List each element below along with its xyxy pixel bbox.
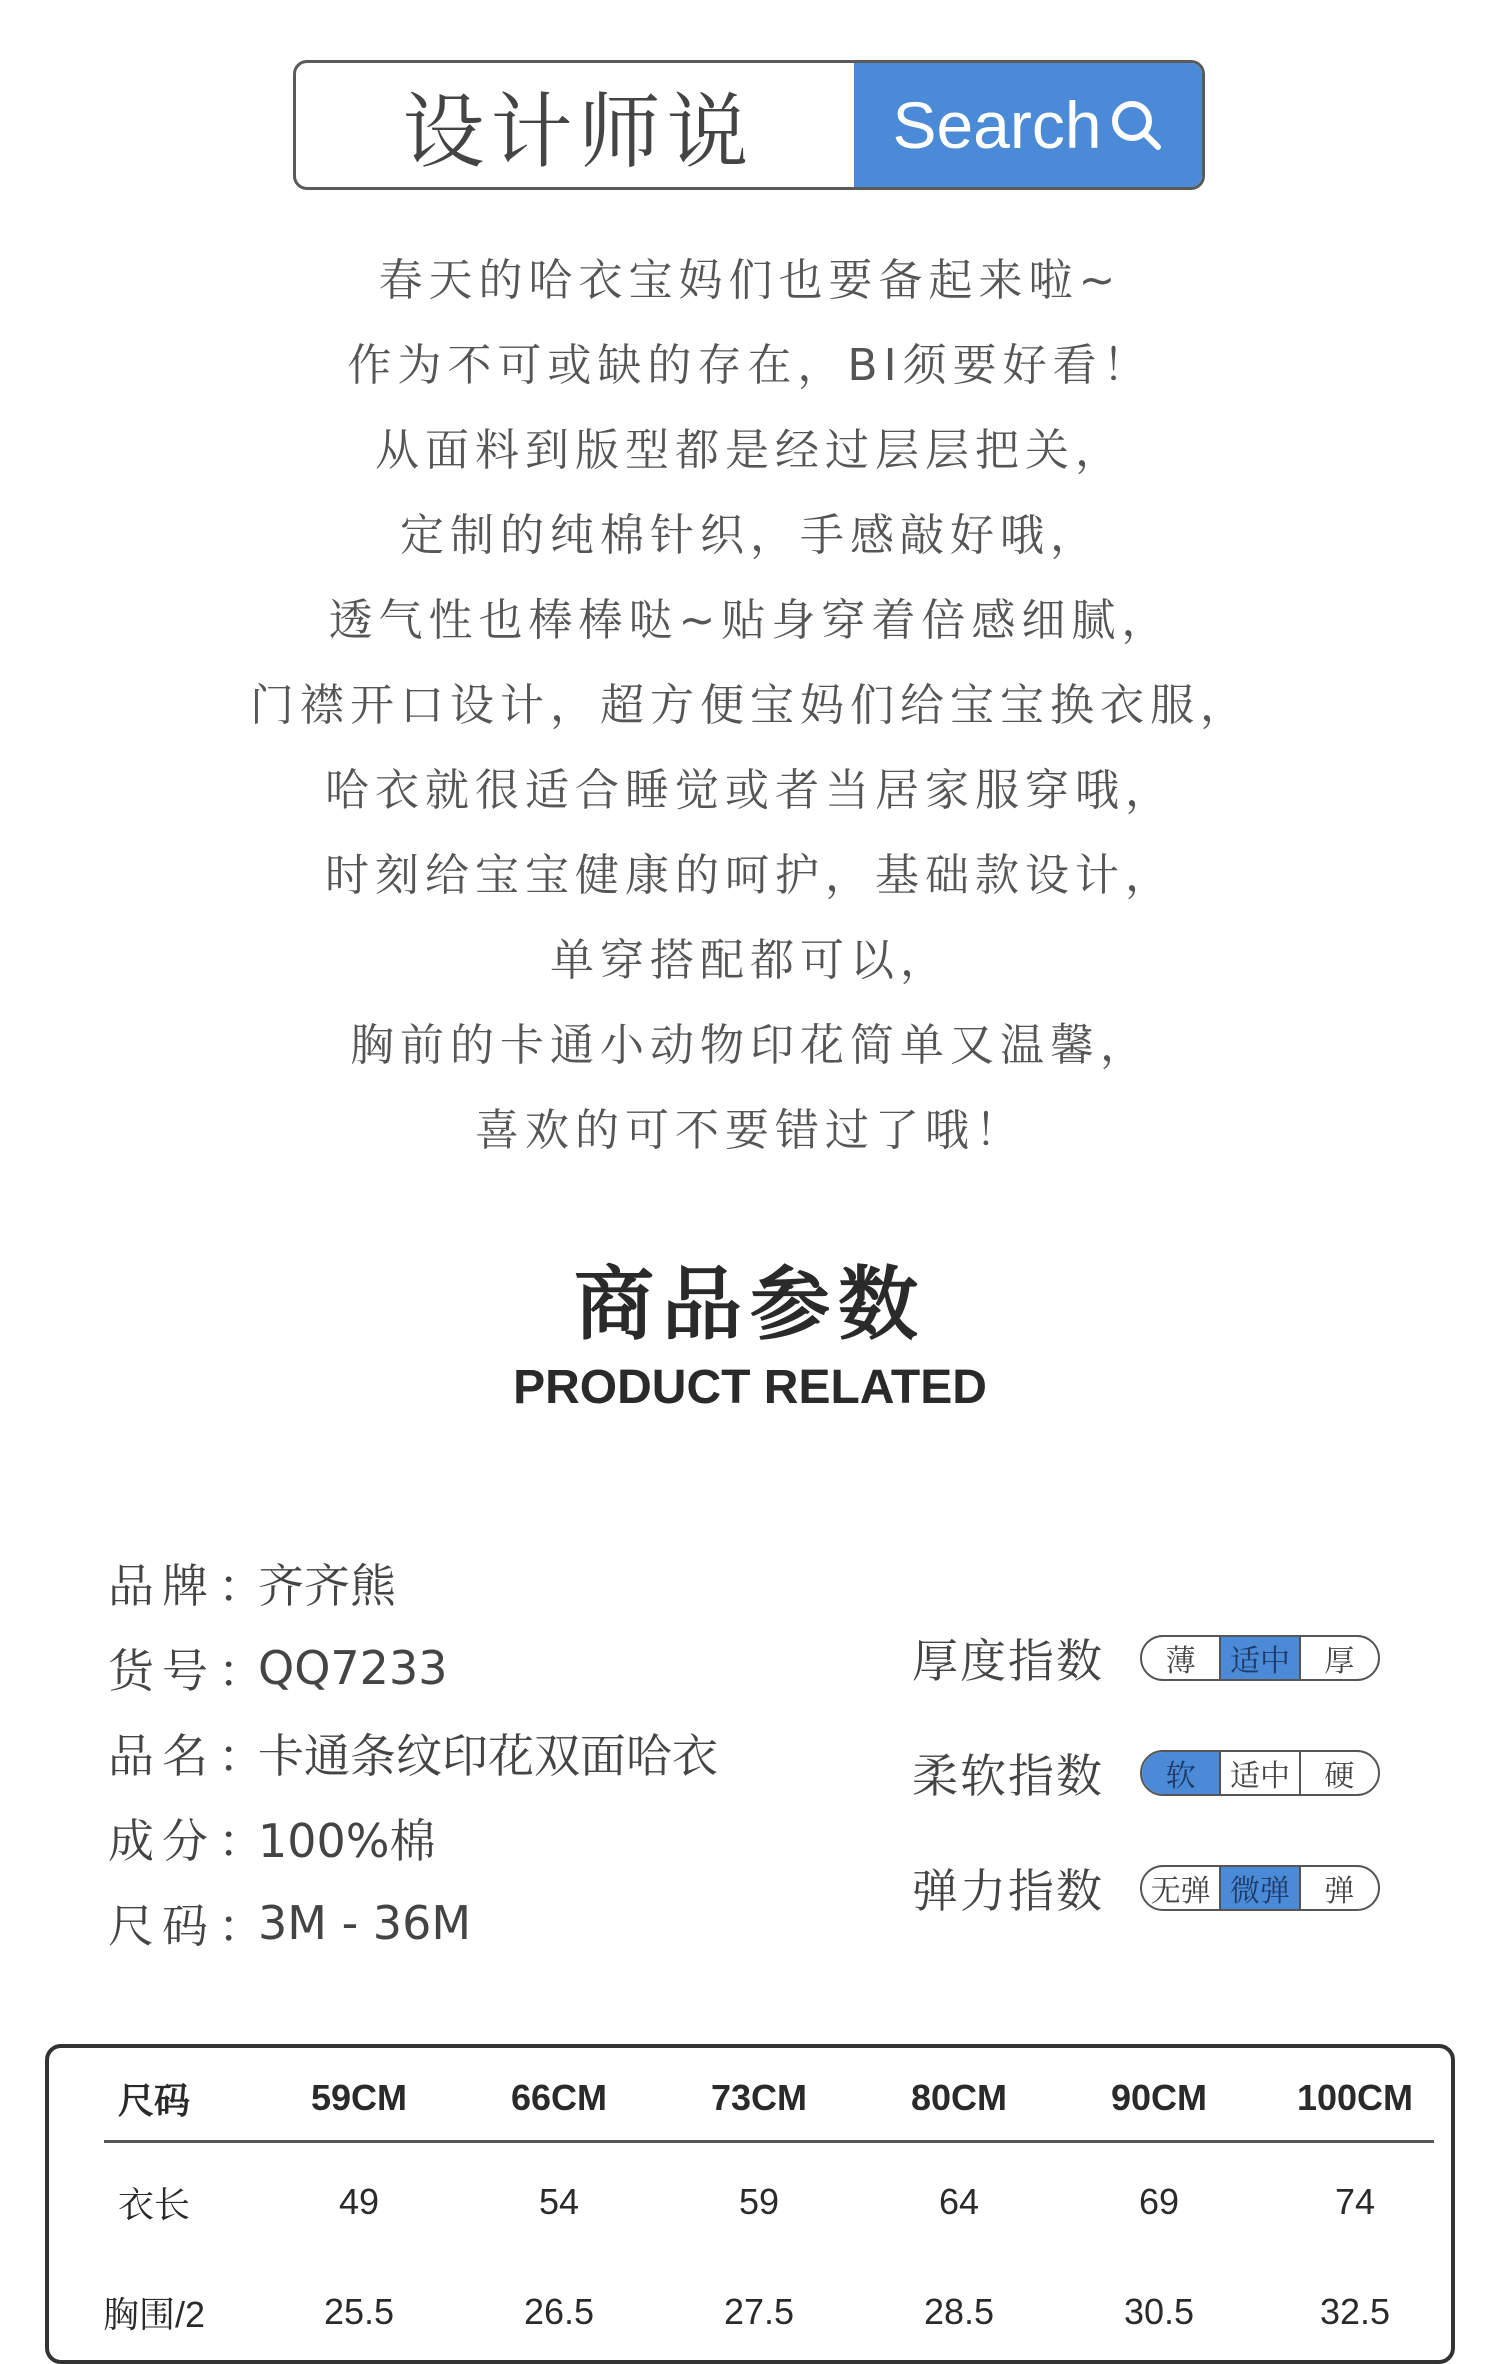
search-bar[interactable] [293, 60, 1205, 190]
spec-key-char: 牌 [162, 1558, 208, 1613]
size-table [45, 2044, 1455, 2364]
spec-key-char: 品 [108, 1728, 154, 1783]
spec-key-char: 号 [162, 1643, 208, 1698]
table-header-cell: 59CM [310, 2077, 408, 2118]
search-button[interactable] [854, 63, 1202, 187]
table-header-row [49, 2066, 1451, 2130]
scale-option: 硬 [1324, 1758, 1355, 1794]
table-header-cell: 尺码 [117, 2079, 190, 2121]
description-line: 时刻给宝宝健康的呵护，基础款设计， [325, 850, 1175, 901]
spec-key-char: 品 [108, 1558, 154, 1613]
section-subtitle: PRODUCT RELATED [513, 1361, 987, 1414]
spec-row-item-no [108, 1625, 718, 1710]
spec-key-char: 名 [162, 1728, 208, 1783]
description-line: 作为不可或缺的存在，BI须要好看！ [347, 340, 1153, 391]
spec-row-name [108, 1710, 718, 1795]
table-cell: 49 [338, 2181, 380, 2222]
table-cell: 69 [1138, 2181, 1180, 2222]
softness-scale [1140, 1750, 1380, 1796]
spec-colon: ： [218, 1898, 264, 1953]
table-cell: 64 [938, 2181, 980, 2222]
table-header-cell: 73CM [710, 2077, 808, 2118]
search-icon [1108, 97, 1164, 153]
scale-option: 软 [1142, 1752, 1221, 1794]
table-header-cell: 100CM [1296, 2077, 1414, 2118]
description-line: 透气性也棒棒哒~贴身穿着倍感细腻， [328, 595, 1172, 646]
scale-option: 薄 [1142, 1637, 1221, 1679]
spec-key-char: 码 [162, 1898, 208, 1953]
product-indices [912, 1600, 1380, 1945]
spec-key [108, 1805, 208, 1871]
softness-index [912, 1715, 1380, 1830]
spec-colon: ： [218, 1643, 264, 1698]
description-line: 胸前的卡通小动物印花简单又温馨， [350, 1020, 1150, 1071]
description-line: 哈衣就很适合睡觉或者当居家服穿哦， [325, 765, 1175, 816]
table-row [49, 2170, 1451, 2234]
scale-option: 无弹 [1142, 1867, 1221, 1909]
table-row [49, 2280, 1451, 2344]
spec-key-char: 货 [108, 1643, 154, 1698]
spec-key [108, 1720, 208, 1786]
table-cell: 胸围/2 [102, 2293, 206, 2335]
scale-option: 适中 [1221, 1752, 1300, 1794]
table-header-cell: 80CM [910, 2077, 1008, 2118]
spec-key [108, 1550, 208, 1616]
spec-row-size [108, 1880, 718, 1965]
scale-option: 微弹 [1221, 1867, 1300, 1909]
table-cell: 32.5 [1319, 2291, 1391, 2332]
elasticity-scale [1140, 1865, 1380, 1911]
description-line: 门襟开口设计，超方便宝妈们给宝宝换衣服， [250, 680, 1250, 731]
spec-value: QQ7233 [258, 1640, 448, 1695]
table-cell: 59 [738, 2181, 780, 2222]
index-label: 厚度指数 [912, 1633, 1104, 1688]
spec-key-char: 成 [108, 1813, 154, 1868]
spec-key [108, 1890, 208, 1956]
spec-colon: ： [218, 1558, 264, 1613]
designer-description [0, 248, 1500, 1183]
description-line: 单穿搭配都可以， [550, 935, 950, 986]
scale-option: 适中 [1221, 1637, 1300, 1679]
spec-row-material [108, 1795, 718, 1880]
index-label: 柔软指数 [912, 1748, 1104, 1803]
table-divider [104, 2140, 1434, 2143]
table-cell: 27.5 [723, 2291, 795, 2332]
product-specs [108, 1540, 718, 1965]
description-line: 从面料到版型都是经过层层把关， [375, 425, 1125, 476]
thickness-index [912, 1600, 1380, 1715]
spec-key-char: 分 [162, 1813, 208, 1868]
description-line: 春天的哈衣宝妈们也要备起来啦~ [378, 255, 1122, 306]
spec-row-brand [108, 1540, 718, 1625]
spec-value: 100%棉 [258, 1813, 436, 1868]
table-cell: 25.5 [323, 2291, 395, 2332]
table-header-cell: 90CM [1110, 2077, 1208, 2118]
table-cell: 衣长 [117, 2183, 190, 2225]
description-line: 喜欢的可不要错过了哦！ [475, 1105, 1025, 1156]
scale-option: 弹 [1324, 1873, 1355, 1909]
section-title: 商品参数 [574, 1258, 926, 1351]
scale-option: 厚 [1324, 1643, 1355, 1679]
description-line: 定制的纯棉针织，手感敲好哦， [400, 510, 1100, 561]
search-text: 设计师说 [402, 84, 755, 180]
spec-colon: ： [218, 1728, 264, 1783]
spec-key [108, 1635, 208, 1701]
spec-colon: ： [218, 1813, 264, 1868]
spec-key-char: 尺 [108, 1898, 154, 1953]
table-header-cell: 66CM [510, 2077, 608, 2118]
spec-value: 齐齐熊 [258, 1558, 396, 1613]
table-cell: 54 [538, 2181, 580, 2222]
elasticity-index [912, 1830, 1380, 1945]
table-cell: 74 [1334, 2181, 1376, 2222]
thickness-scale [1140, 1635, 1380, 1681]
spec-value: 3M - 36M [258, 1895, 472, 1950]
search-button-label: Search [892, 88, 1102, 162]
index-label: 弹力指数 [912, 1863, 1104, 1918]
spec-value: 卡通条纹印花双面哈衣 [258, 1728, 718, 1783]
table-cell: 28.5 [923, 2291, 995, 2332]
table-cell: 26.5 [523, 2291, 595, 2332]
table-cell: 30.5 [1123, 2291, 1195, 2332]
